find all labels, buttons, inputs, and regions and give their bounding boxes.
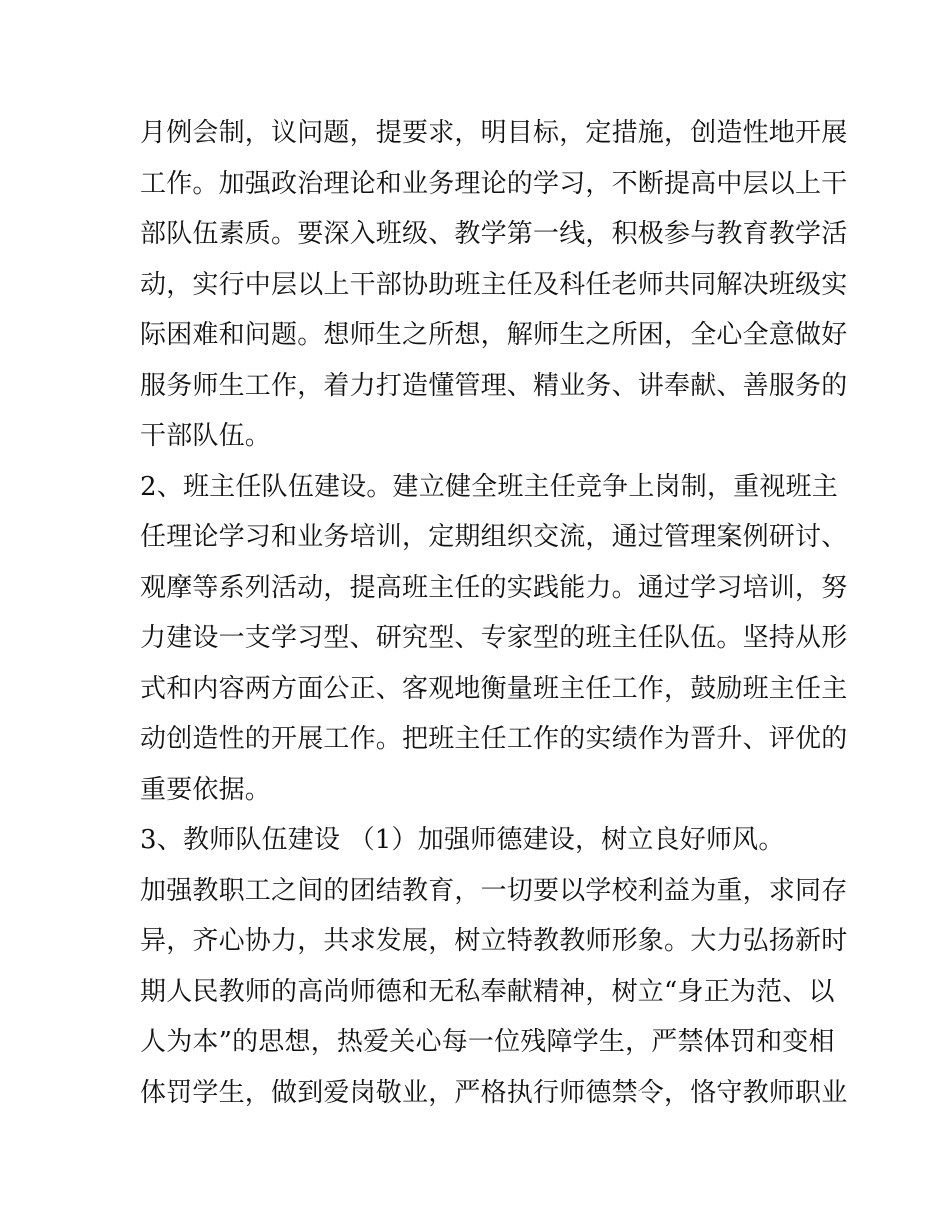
text-line-9: 任理论学习和业务培训，定期组织交流，通过管理案例研讨、: [140, 522, 848, 552]
text-line-16: 加强教职工之间的团结教育，一切要以学校利益为重，求同存: [140, 875, 848, 906]
text-line-3: 部队伍素质。要深入班级、教学第一线，积极参与教育教学活: [140, 219, 848, 249]
text-line-15: 3、教师队伍建设 （1）加强师德建设，树立良好师风。: [140, 825, 785, 855]
text-line-10: 观摩等系列活动，提高班主任的实践能力。通过学习培训，努: [140, 572, 848, 603]
text-line-7: 干部队伍。: [140, 421, 272, 451]
text-line-20: 体罚学生，做到爱岗敬业，严格执行师德禁令，恪守教师职业: [140, 1077, 848, 1108]
text-line-13: 动创造性的开展工作。把班主任工作的实绩作为晋升、评优的: [140, 724, 848, 754]
text-line-12: 式和内容两方面公正、客观地衡量班主任工作，鼓励班主任主: [140, 673, 848, 704]
text-line-2: 工作。加强政治理论和业务理论的学习，不断提高中层以上干: [140, 168, 848, 199]
text-line-4: 动，实行中层以上干部协助班主任及科任老师共同解决班级实: [140, 269, 848, 300]
text-line-14: 重要依据。: [140, 774, 272, 805]
text-line-5: 际困难和问题。想师生之所想，解师生之所困，全心全意做好: [140, 320, 848, 350]
text-line-1: 月例会制，议问题，提要求，明目标，定措施，创造性地开展: [140, 118, 848, 148]
text-line-8: 2、班主任队伍建设。建立健全班主任竞争上岗制，重视班主: [140, 471, 838, 502]
text-line-19: 人为本”的思想，热爱关心每一位残障学生，严禁体罚和变相: [140, 1027, 835, 1057]
body-text: [140, 108, 848, 1118]
text-line-11: 力建设一支学习型、研究型、专家型的班主任队伍。坚持从形: [140, 623, 848, 653]
text-line-6: 服务师生工作，着力打造懂管理、精业务、讲奉献、善服务的: [140, 370, 848, 401]
text-line-17: 异，齐心协力，共求发展，树立特教教师形象。大力弘扬新时: [140, 926, 848, 956]
text-line-18: 期人民教师的高尚师德和无私奉献精神，树立“身正为范、以: [140, 976, 835, 1007]
